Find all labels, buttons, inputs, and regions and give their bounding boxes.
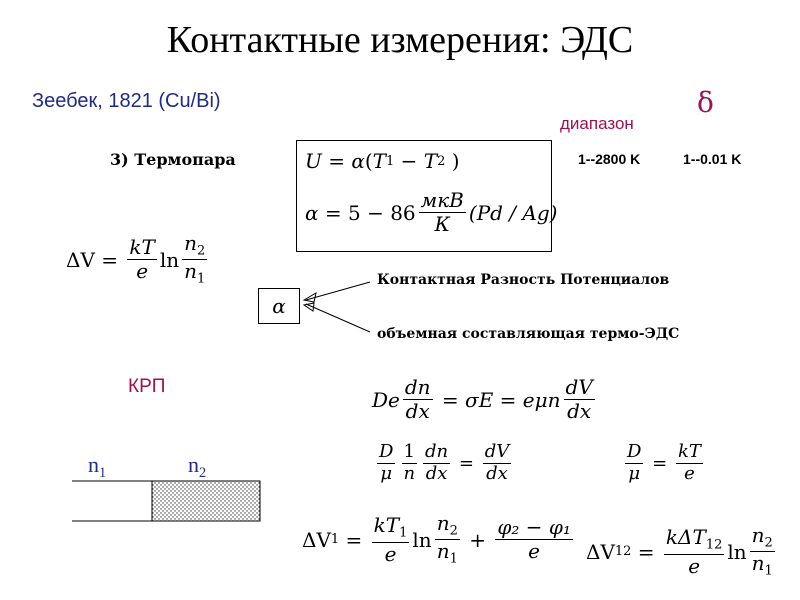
formula-delta-v: ΔV = $\frac{kT}{e}$ ln $\frac{n_2}{n_1}$	[66, 231, 206, 288]
thermocouple-label: 3) Термопара	[110, 150, 236, 169]
thermocouple-formula-box	[296, 140, 558, 252]
range-value-1: 1--2800 K	[578, 151, 641, 167]
seebeck-label: Зеебек, 1821 (Cu/Bi)	[32, 90, 221, 112]
range-label: диапазон	[560, 114, 634, 133]
range-value-2: 1--0.01 K	[683, 151, 742, 167]
formula-emf: U = α ( T 1 − T 2 )	[305, 149, 460, 173]
equation-delta-v12: ΔV 12 = $\frac{k\Delta T_{12}}{e}$ ln $\frac{n_2}{n_1}$	[586, 523, 773, 580]
equation-delta-v1: ΔV 1 = $\frac{kT_1}{e}$ ln $\frac{n_2}{n_1}$ + $\frac{\text{φ₂ − φ₁}}{e}$	[302, 511, 571, 568]
krp-label: КРП	[128, 376, 166, 397]
delta-symbol: δ	[697, 86, 714, 119]
equation-d-mu: $\frac{D}{\mu}$ $\frac{1}{n}$ $\frac{dn}{dx}$ = $\frac{dV}{dx}$	[379, 441, 510, 484]
alpha-arrows	[298, 280, 378, 340]
page-title: Контактные измерения: ЭДС	[166, 19, 634, 61]
bulk-emf-label: объемная составляющая термо-ЭДС	[377, 326, 680, 342]
n1-label: $n_1$	[88, 452, 107, 481]
contact-potential-label: Контактная Разность Потенциалов	[377, 272, 670, 288]
junction-diagram	[70, 478, 270, 526]
alpha-box: α	[258, 288, 300, 324]
einstein-relation: $\frac{D}{\mu}$ = $\frac{kT}{e}$	[627, 441, 701, 484]
n2-label: $n_2$	[188, 452, 207, 481]
formula-alpha-range: α = 5 − 86 $\frac{\text{мкВ}}{К}$ (Pd / Ag)	[305, 188, 558, 236]
diffusion-equation: De $\frac{dn}{dx}$ = σE = eμn $\frac{dV}{dx}$	[372, 375, 593, 423]
